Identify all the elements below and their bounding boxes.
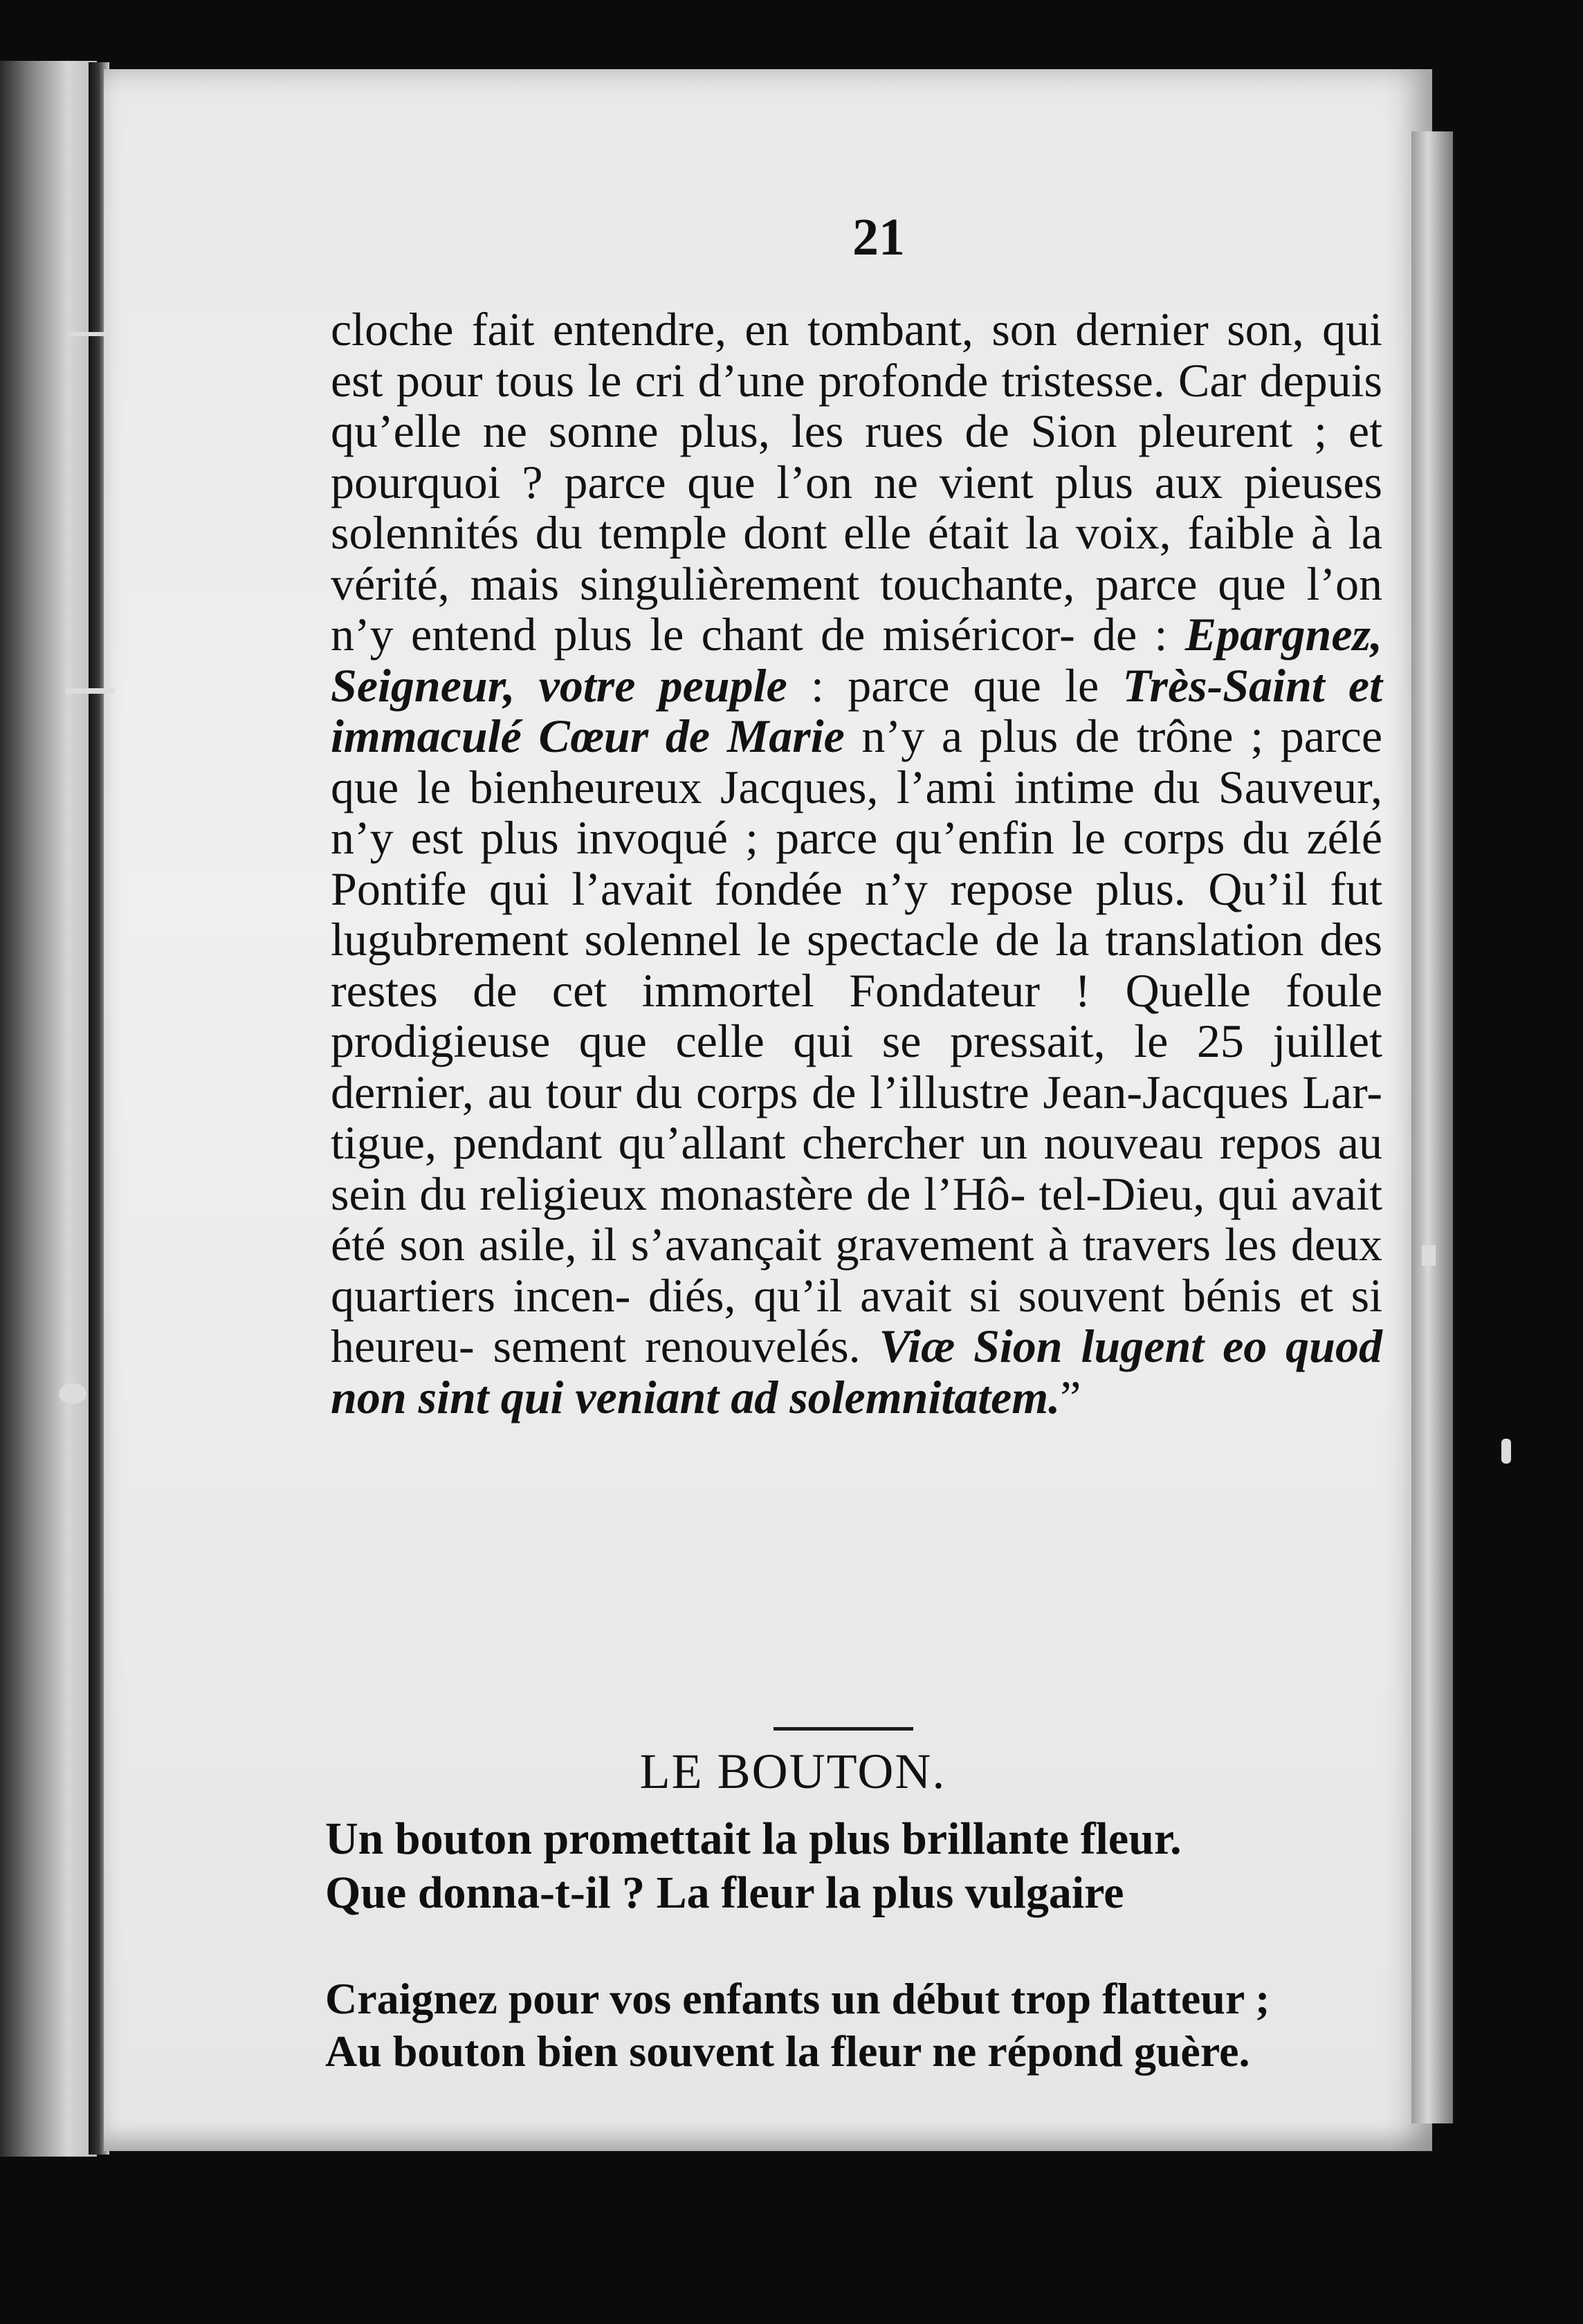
text-line: diés, qu’il avait si souvent bénis et si heureu- [331, 1269, 1382, 1372]
text-line: n’y a plus de trône ; parce que le bienheureux [331, 710, 1382, 813]
poem-line: Un bouton promettait la plus brillante fleur. [325, 1814, 1182, 1864]
text-line: celle qui se pressait, le 25 juillet dernier, au [331, 1015, 1382, 1118]
scan-speck [1422, 1245, 1436, 1266]
text-line: : parce [787, 658, 950, 712]
text-line: tristesse. Car depuis qu’elle ne sonne plus, [331, 353, 1383, 457]
text-line: gravement à travers les deux quartiers incen- [331, 1218, 1383, 1322]
italic-phrase: Très-Saint et immaculé Cœur de Marie [331, 658, 1382, 762]
binding-mark [66, 688, 114, 694]
text-line: du temple dont elle était la voix, faible à la [535, 506, 1383, 559]
body-paragraph [331, 304, 1382, 1423]
poem-line: Au bouton bien souvent la fleur ne répond guère. [325, 2027, 1250, 2076]
text-line: de : [1092, 608, 1185, 661]
text-line: tel-Dieu, qui avait été son asile, il s’avançait [331, 1167, 1382, 1271]
text-line: vérité, mais singulièrement touchante, parce [331, 557, 1198, 610]
text-line: Jacques, l’ami intime du Sauveur, n’y est plus [331, 760, 1382, 864]
closing-quote: ” [1060, 1370, 1081, 1423]
italic-phrase: non sint qui veniant ad solemnitatem. [331, 1370, 1061, 1423]
text-line: tigue, pendant qu’allant chercher un nouveau [331, 1116, 1204, 1169]
italic-phrase: Viæ Sion lugent eo quod [879, 1320, 1382, 1372]
text-line: les rues de Sion pleurent ; et pourquoi ? parce [331, 405, 1382, 508]
section-divider [774, 1727, 913, 1731]
poem-stanza [325, 1973, 1404, 2078]
italic-phrase: Epargnez, Seigneur, votre peuple [331, 608, 1383, 712]
text-line: Fondateur ! Quelle foule prodigieuse que [331, 963, 1383, 1067]
text-line: tour du corps de l’illustre Jean-Jacques Lar- [545, 1065, 1382, 1118]
poem-line: Craignez pour vos enfants un début trop flatteur ; [325, 1974, 1270, 2023]
text-line: invoqué ; parce qu’enfin le corps du zélé [576, 811, 1382, 864]
poem-title: LE BOUTON. [639, 1744, 946, 1799]
binding-mark [69, 332, 111, 336]
text-line: que l’on n’y entend plus le chant de miséricor- [331, 557, 1383, 661]
text-line: que le [973, 658, 1123, 712]
text-line: son, qui est pour tous le cri d’une profonde [331, 303, 1383, 407]
left-page-edge [0, 61, 97, 2157]
poem-line: Que donna-t-il ? La fleur la plus vulgaire [325, 1868, 1124, 1918]
text-line: Qu’il fut lugubrement solennel le spectacle [331, 862, 1383, 966]
text-line: que l’on ne vient plus aux pieuses solennités [331, 455, 1382, 559]
text-line: Pontife qui l’avait fondée n’y repose plus. [331, 862, 1186, 915]
text-line: sement renouvelés. [493, 1320, 879, 1372]
text-line: de la translation des restes de cet immortel [331, 913, 1382, 1017]
text-line: cloche fait entendre, en tombant, son dernier [331, 303, 1209, 356]
scan-speck [1501, 1439, 1511, 1464]
poem-stanza [325, 1812, 1404, 1920]
page-edge-shadow [1411, 131, 1453, 2123]
text-line: repos au sein du religieux monastère de l’Hô- [331, 1116, 1382, 1220]
page-number: 21 [852, 208, 905, 266]
binding-mark [59, 1383, 86, 1404]
